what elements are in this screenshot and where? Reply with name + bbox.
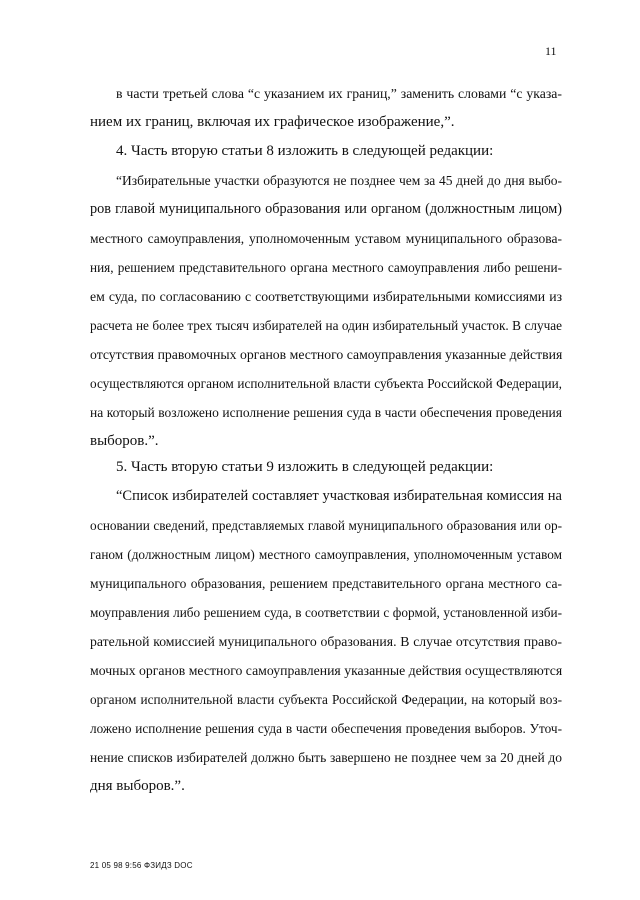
text-line: осуществляются органом исполнительной власти субъекта Российской Федерации, [90, 376, 562, 391]
text-line: основании сведений, представляемых главой муниципального образования или ор- [90, 518, 562, 533]
text-line: муниципального образования, решением представительного органа местного са- [90, 576, 562, 591]
text-line: дня выборов.”. [90, 778, 185, 794]
text-line: моуправления либо решением суда, в соответствии с формой, установленной изби- [90, 605, 562, 620]
text-line: ложено исполнение решения суда в части обеспечения проведения выборов. Уточ- [90, 721, 562, 736]
text-line: на который возложено исполнение решения суда в части обеспечения проведения [90, 405, 562, 420]
text-line: ем суда, по согласованию с соответствующими избирательными комиссиями из [90, 289, 562, 304]
page-number: 11 [545, 44, 557, 58]
text-line: выборов.”. [90, 433, 159, 449]
text-line: “Список избирателей составляет участковая избирательная комиссия на [116, 488, 562, 504]
paragraph-item-4 [90, 137, 562, 166]
text-line: отсутствия правомочных органов местного самоуправления указанные действия [90, 347, 563, 362]
text-line: расчета не более трех тысяч избирателей на один избирательный участок. В случае [90, 318, 562, 333]
document-footer: 21 05 98 9:56 ФЗИДЗ DOC [90, 861, 193, 870]
text-line: 5. Часть вторую статьи 9 изложить в следующей редакции: [116, 459, 494, 475]
text-line: рательной комиссией муниципального образования. В случае отсутствия право- [90, 634, 562, 649]
text-line: нение списков избирателей должно быть завершено не позднее чем за 20 дней до [90, 750, 562, 765]
text-line: местного самоуправления, уполномоченным уставом муниципального образова- [90, 231, 562, 246]
text-line: ния, решением представительного органа местного самоуправления либо решени- [90, 260, 562, 275]
paragraph-continuation [90, 79, 562, 137]
paragraph-item-5 [90, 453, 562, 482]
text-line: ганом (должностным лицом) местного самоуправления, уполномоченным уставом [90, 547, 562, 562]
paragraph-article-8-text [90, 166, 562, 456]
text-line: 4. Часть вторую статьи 8 изложить в следующей редакции: [116, 143, 494, 159]
text-line: в части третьей слова “с указанием их границ,” заменить словами “с указа- [116, 86, 562, 101]
text-line: “Избирательные участки образуются не позднее чем за 45 дней до дня выбо- [116, 173, 562, 188]
text-line: мочных органов местного самоуправления указанные действия осуществляются [90, 663, 563, 678]
paragraph-article-9-text [90, 482, 562, 801]
text-line: органом исполнительной власти субъекта Российской Федерации, на который воз- [90, 692, 562, 707]
text-line: нием их границ, включая их графическое изображение,”. [90, 114, 455, 130]
text-line: ров главой муниципального образования или органом (должностным лицом) [90, 201, 562, 217]
